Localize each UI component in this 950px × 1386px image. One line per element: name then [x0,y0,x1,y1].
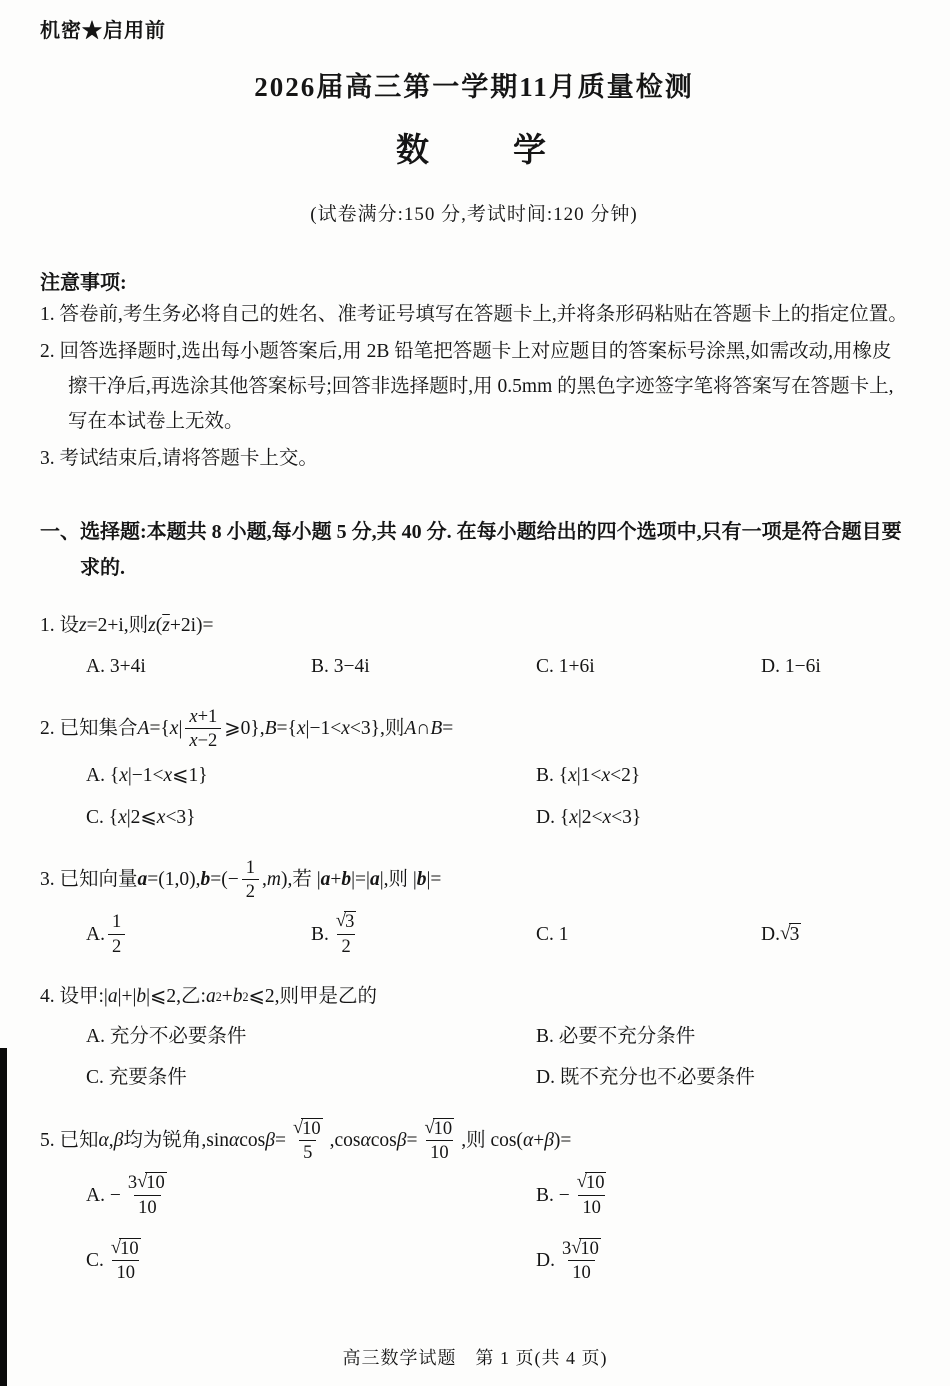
question-1-stem: 1. 设 z =2+i,则 z ( $\overline{z}$ +2i)= [40,615,214,637]
question-1 [40,610,908,681]
question-4-stem: 4. 设甲:| a |+| b |⩽2,乙: a 2 + b 2 ⩽2,则甲是乙的 [40,986,377,1008]
question-5 [40,1118,908,1284]
question-1-option-c: C. 1+6i [536,655,595,677]
exam-title: 2026届高三第一学期11月质量检测 [254,72,694,102]
question-5-option-b: B. − $\frac{√10}{10}$ [536,1171,605,1218]
question-4-option-a: A. 充分不必要条件 [86,1026,247,1048]
question-5-stem: 5. 已知 α , β 均为锐角,sin α cos β = $\frac{√10}{5}$ ,cos α cos β = $\frac{√10}{10}$ ,则 cos( α + β )= [40,1116,572,1164]
note-item-2: 2. 回答选择题时,选出每小题答案后,用 2B 铅笔把答题卡上对应题目的答案标号涂黑,如需改动,用橡皮擦干净后,再选涂其他答案标号;回答非选择题时,用 0.5mm 的黑色字迹签字笔将答案写在答题卡上,写在本试卷上无效。 [40,341,894,433]
question-5-option-a: A. − $\frac{3√10}{10}$ [86,1171,165,1218]
question-5-option-c: C. $\frac{√10}{10}$ [86,1236,139,1284]
question-2-option-d: D. { x |2< x <3} [536,806,642,828]
classification-label: 机密★启用前 [40,20,166,42]
question-3-option-c: C. 1 [536,923,569,945]
question-2-stem: 2. 已知集合 A ={ x | $\frac{x+1}{x-2}$ ⩾0}, B ={ x |−1< x <3},则 A ∩ B = [40,705,454,752]
question-2-option-b: B. { x |1< x <2} [536,765,641,787]
question-3-option-d: D. √3 [761,922,800,945]
note-item-3: 3. 考试结束后,请将答题卡上交。 [40,448,318,470]
section-heading: 一、选择题:本题共 8 小题,每小题 5 分,共 40 分. 在每小题给出的四个选项中,只有一项是符合题目要求的. [40,521,902,580]
question-1-option-d: D. 1−6i [761,655,821,677]
question-3-stem: 3. 已知向量 a =(1,0), b =(− $\frac{1}{2}$ , m ),若 | a + b |=| a |,则 | b |= [40,856,442,903]
question-4-option-c: C. 充要条件 [86,1067,187,1089]
question-3 [40,857,908,957]
notes-heading: 注意事项: [40,272,127,294]
subject-title: 数 学 [396,133,552,169]
question-5-options [40,1172,908,1283]
scan-artifact-bar [0,1048,7,1386]
question-1-option-a: A. 3+4i [86,655,146,677]
question-2-option-a: A. { x |−1< x ⩽1} [86,765,208,787]
page-footer: 高三数学试题 第 1 页(共 4 页) [342,1348,608,1368]
question-1-option-b: B. 3−4i [311,655,370,677]
notes-section [40,266,908,476]
question-4 [40,981,908,1094]
question-4-option-b: B. 必要不充分条件 [536,1026,696,1048]
question-2-option-c: C. { x |2⩽ x <3} [86,806,196,828]
exam-info: (试卷满分:150 分,考试时间:120 分钟) [310,204,638,225]
question-4-options [40,1021,908,1093]
question-3-options [40,911,908,957]
question-2-options [40,760,908,832]
note-item-1: 1. 答卷前,考生务必将自己的姓名、准考证号填写在答题卡上,并将条形码粘贴在答题卡上的指定位置。 [40,304,908,325]
question-1-options [40,651,908,682]
question-3-option-a: A. $\frac{1}{2}$ [86,911,311,957]
question-5-option-d: D. $\frac{3√10}{10}$ [536,1236,599,1284]
question-4-option-d: D. 既不充分也不必要条件 [536,1067,755,1089]
question-3-option-b: B. $\frac{√3}{2}$ [311,910,355,957]
question-2 [40,706,908,833]
